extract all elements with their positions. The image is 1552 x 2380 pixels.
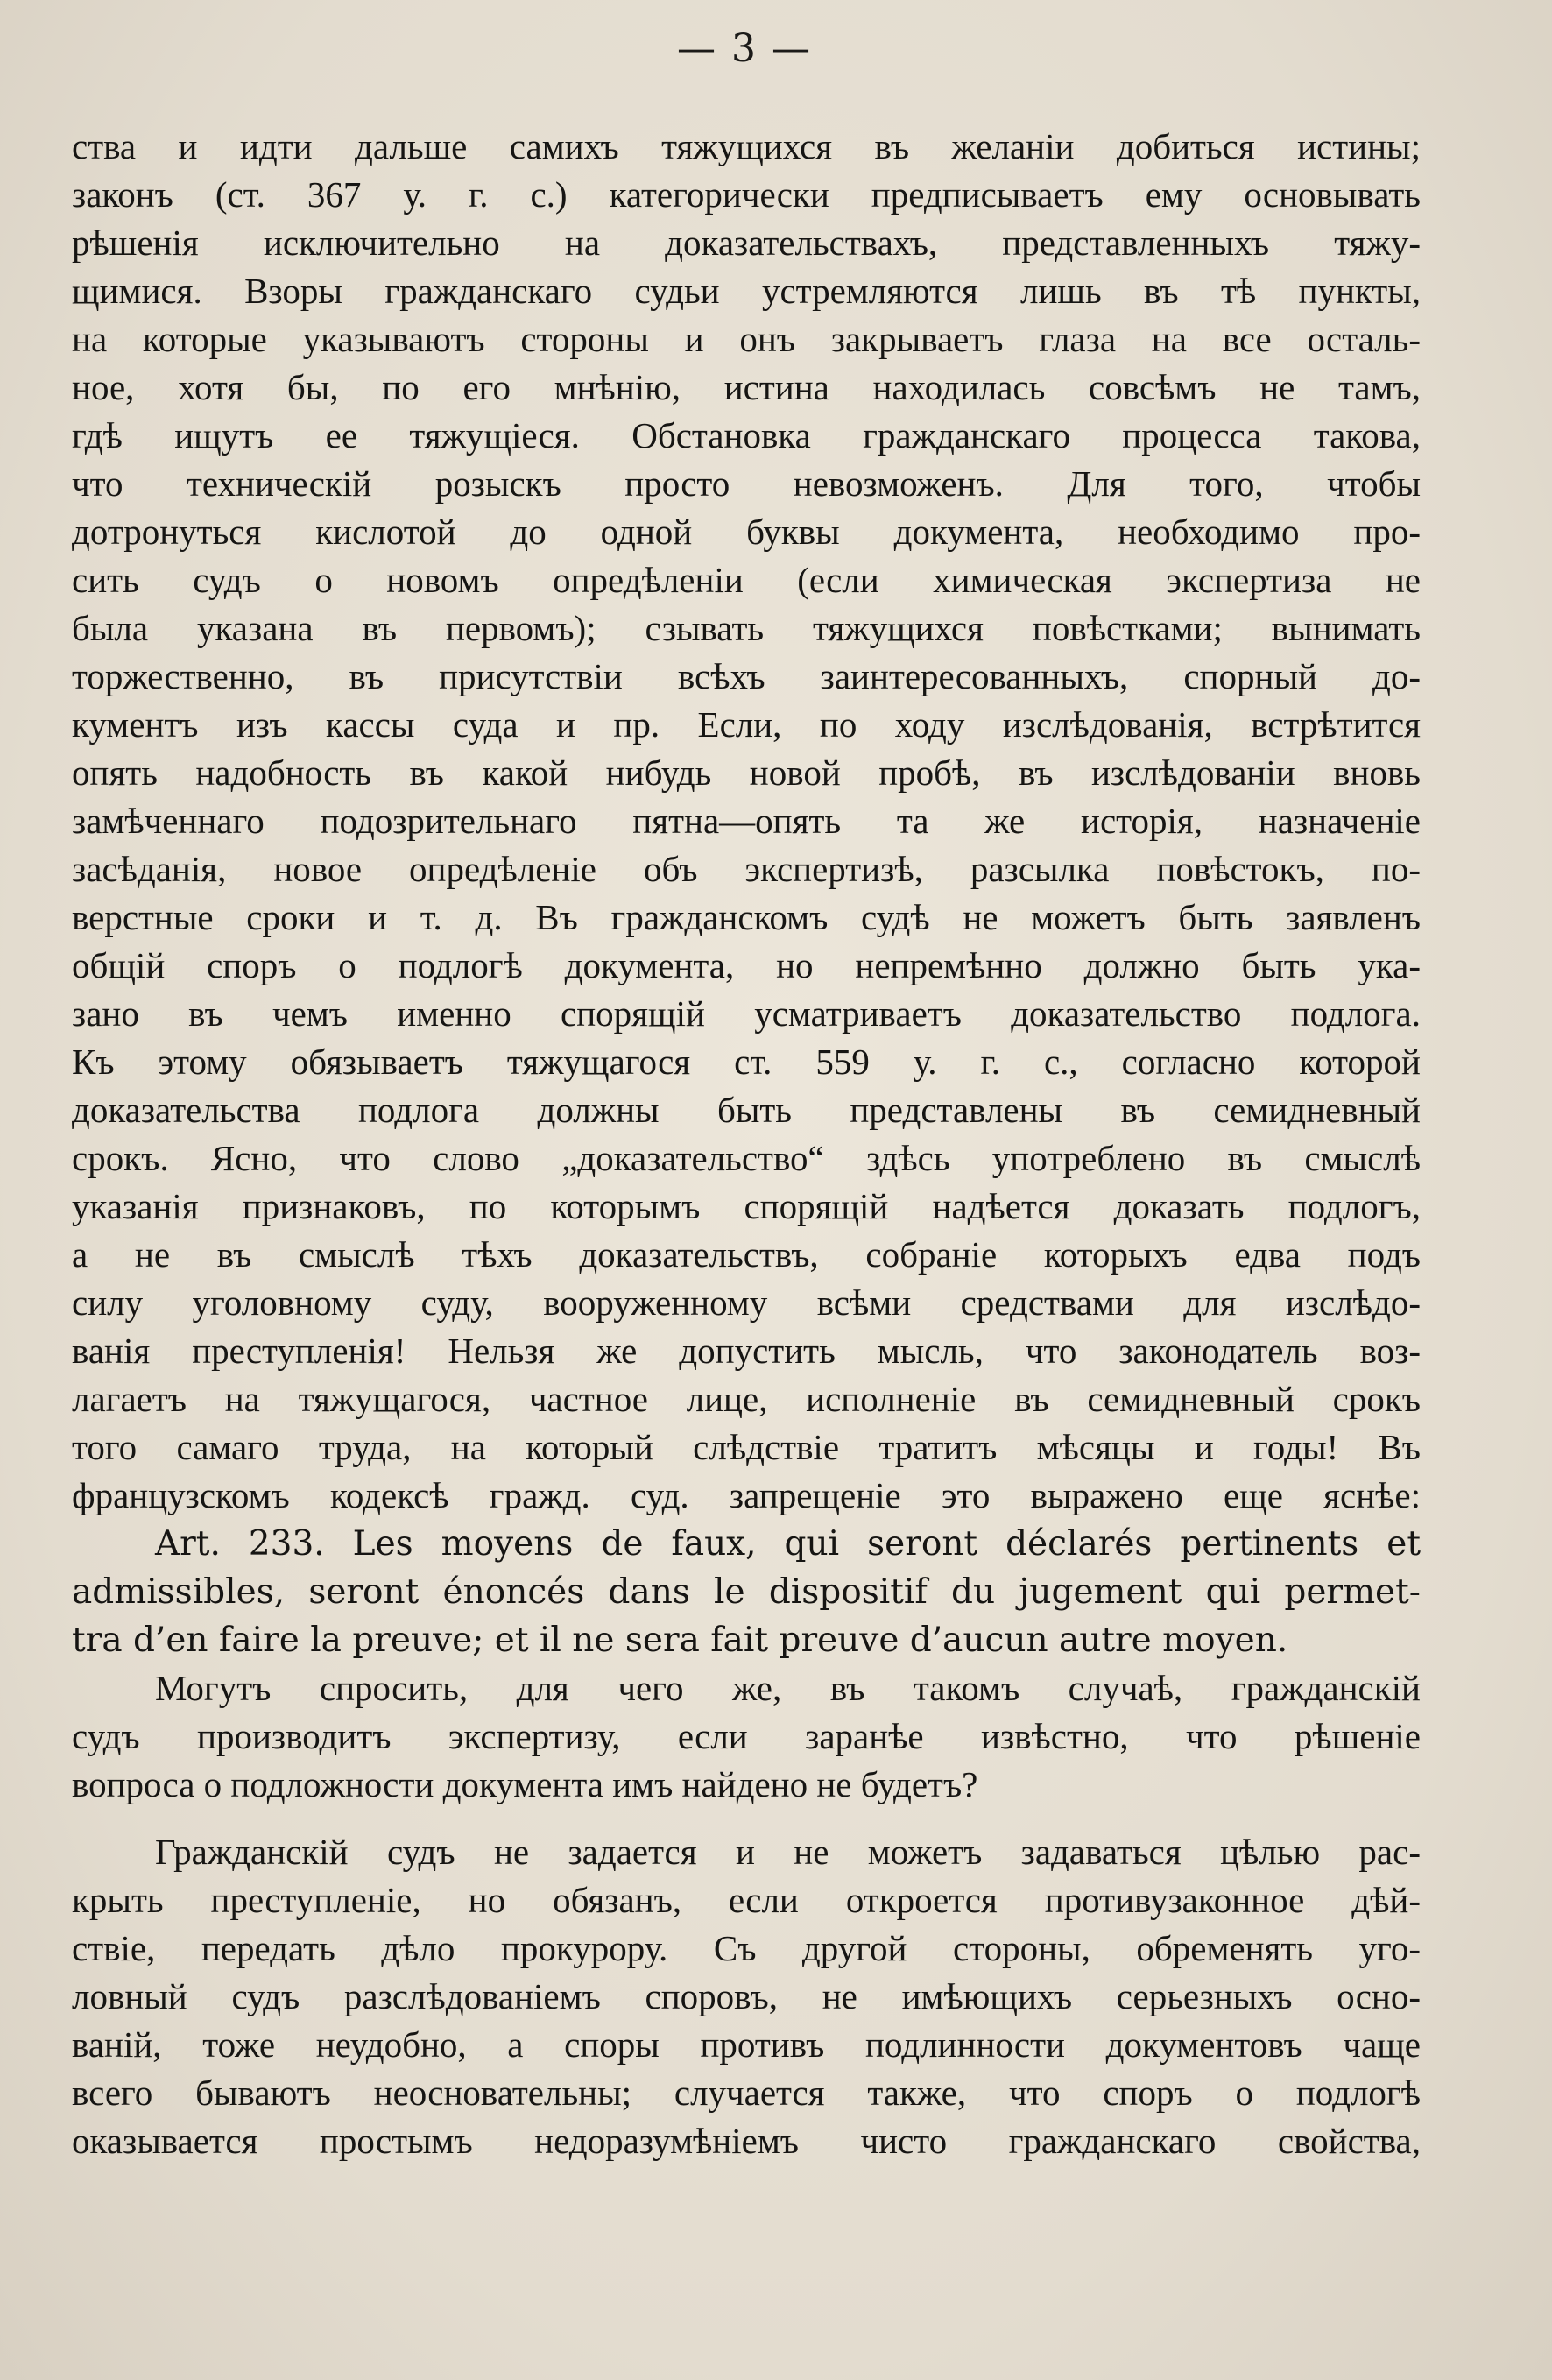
paragraph-gap [72,1809,1421,1828]
text-line: Гражданскiй судъ не задается и не можетъ задаваться цѣлью рас- [155,1832,1421,1872]
text-line: на которые указываютъ стороны и онъ закрываетъ глаза на все осталь- [72,319,1421,359]
text-line: верстные сроки и т. д. Въ гражданскомъ судѣ не можетъ быть заявленъ [72,897,1421,937]
text-line: Къ этому обязываетъ тяжущагося ст. 559 у. г. с., согласно которой [72,1042,1421,1082]
text-line: общiй споръ о подлогѣ документа, но непремѣнно должно быть ука- [72,945,1421,985]
text-line: гдѣ ищутъ ее тяжущiеся. Обстановка гражданскаго процесса такова, [72,415,1421,456]
paragraph-1 [72,123,1421,1520]
text-line: Могутъ спросить, для чего же, въ такомъ случаѣ, гражданскiй [155,1668,1421,1708]
text-line: что техническiй розыскъ просто невозможенъ. Для того, чтобы [72,463,1421,504]
text-line: кументъ изъ кассы суда и пр. Если, по ходу изслѣдованiя, встрѣтится [72,704,1421,745]
text-line: лагаетъ на тяжущагося, частное лице, исполненiе въ семидневный срокъ [72,1379,1421,1419]
text-line: ванiя преступленiя! Нельзя же допустить мысль, что законодатель воз- [72,1331,1421,1371]
paragraph-4 [72,1828,1421,2165]
text-line: была указана въ первомъ); сзывать тяжущихся повѣстками; вынимать [72,608,1421,648]
text-line: вопроса о подложности документа имъ найдено не будетъ? [72,1764,978,1804]
text-line: щимися. Взоры гражданскаго судьи устремляются лишь въ тѣ пункты, [72,271,1421,311]
text-line: admissibles, seront énoncés dans le dispositif du jugement qui permet- [72,1572,1421,1612]
body-text [72,123,1421,2165]
text-line: ванiй, тоже неудобно, а споры противъ подлинности документовъ чаще [72,2024,1421,2065]
text-line: срокъ. Ясно, что слово „доказательство“ здѣсь употреблено въ смыслѣ [72,1138,1421,1178]
text-line: всего бываютъ неосновательны; случается также, что споръ о подлогѣ [72,2073,1421,2113]
text-line: Art. 233. Les moyens de faux, qui seront déclarés pertinents et [155,1524,1421,1564]
text-line: зано въ чемъ именно спорящiй усматриваетъ доказательство подлога. [72,993,1421,1034]
text-line: сить судъ о новомъ опредѣленiи (если химическая экспертиза не [72,560,1421,600]
text-line: ловный судъ разслѣдованiемъ споровъ, не имѣющихъ серьезныхъ осно- [72,1976,1421,2016]
page-number: — 3 — [677,26,812,71]
text-line: дотронуться кислотой до одной буквы документа, необходимо про- [72,512,1421,552]
text-line: торжественно, въ присутствiи всѣхъ заинтересованныхъ, спорный до- [72,656,1421,696]
text-line: доказательства подлога должны быть представлены въ семидневный [72,1090,1421,1130]
text-line: силу уголовному суду, вооруженному всѣми средствами для изслѣдо- [72,1282,1421,1323]
text-line: ствiе, передать дѣло прокурору. Съ другой стороны, обременять уго- [72,1928,1421,1968]
text-line: судъ производитъ экспертизу, если заранѣе извѣстно, что рѣшенiе [72,1716,1421,1756]
text-line: рѣшенiя исключительно на доказательствахъ, представленныхъ тяжу- [72,222,1421,263]
text-line: оказывается простымъ недоразумѣнiемъ чисто гражданскаго свойства, [72,2121,1421,2161]
text-line: а не въ смыслѣ тѣхъ доказательствъ, собранiе которыхъ едва подъ [72,1234,1421,1275]
text-line: засѣданiя, новое опредѣленiе объ экспертизѣ, разсылка повѣстокъ, по- [72,849,1421,889]
text-line: ства и идти дальше самихъ тяжущихся въ желанiи добиться истины; [72,126,1421,166]
text-line: опять надобность въ какой нибудь новой пробѣ, въ изслѣдованiи вновь [72,752,1421,793]
text-line: законъ (ст. 367 у. г. с.) категорически предписываетъ ему основывать [72,174,1421,215]
text-line: того самаго труда, на который слѣдствiе тратитъ мѣсяцы и годы! Въ [72,1427,1421,1467]
text-line: tra d’en faire la preuve; et il ne sera fait preuve d’aucun autre moyen. [72,1621,1288,1660]
text-line: ное, хотя бы, по его мнѣнiю, истина находилась совсѣмъ не тамъ, [72,367,1421,407]
text-line: крыть преступленiе, но обязанъ, если откроется противузаконное дѣй- [72,1880,1421,1920]
text-line: указанiя признаковъ, по которымъ спорящiй надѣется доказать подлогъ, [72,1186,1421,1226]
text-line: французскомъ кодексѣ гражд. суд. запрещенiе это выражено еще яснѣе: [72,1475,1421,1515]
paragraph-3 [72,1664,1421,1809]
text-line: замѣченнаго подозрительнаго пятна—опять та же исторiя, назначенiе [72,801,1421,841]
paragraph-2-french-quote [72,1520,1421,1664]
